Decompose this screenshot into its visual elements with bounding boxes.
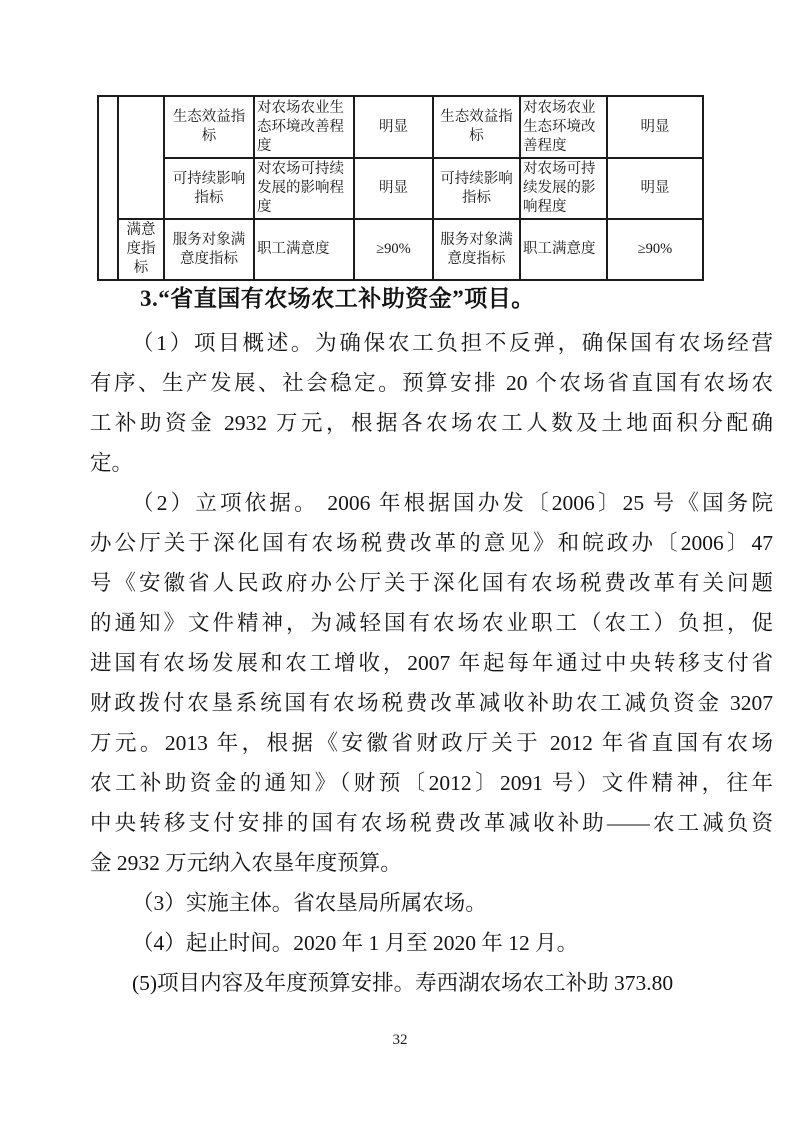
text-line: （1）项目概述。为确保农工负担不反弹，确保国有农场经营 (132, 331, 773, 355)
text-line: （2）立项依据。 2006 年根据国办发〔2006〕25 号《国务院 (132, 491, 773, 515)
text-line: 办公厅关于深化国有农场税费改革的意见》和皖政办〔2006〕47 (90, 531, 773, 555)
cell-indicator-left: 生态效益指标 (164, 96, 254, 158)
text-line: 财政拨付农垦系统国有农场税费改革减收补助农工减负资金 3207 (90, 691, 773, 715)
cell-indicator-right: 服务对象满意度指标 (433, 219, 520, 280)
text-line: 中央转移支付安排的国有农场税费改革减收补助——农工减负资 (90, 811, 773, 835)
cell-value-left: ≥90% (354, 219, 433, 280)
cell-value-left: 明显 (354, 96, 433, 158)
cell-indicator-left: 服务对象满意度指标 (164, 219, 254, 280)
text-line: （4）起止时间。2020 年 1 月至 2020 年 12 月。 (132, 931, 579, 955)
cell-category-merged (118, 96, 164, 219)
cell-value-right: 明显 (607, 96, 703, 158)
text-line: 金 2932 万元纳入农垦年度预算。 (90, 851, 402, 875)
cell-detail-left: 职工满意度 (254, 219, 354, 280)
text-line: (5)项目内容及年度预算安排。寿西湖农场农工补助 373.80 (132, 971, 674, 995)
cell-outer-category (98, 96, 118, 280)
cell-indicator-right: 可持续影响指标 (433, 158, 520, 219)
text-line: （3）实施主体。省农垦局所属农场。 (132, 891, 487, 915)
text-line: 号《安徽省人民政府办公厅关于深化国有农场税费改革有关问题 (90, 571, 773, 595)
text-line: 有序、生产发展、社会稳定。预算安排 20 个农场省直国有农场农 (90, 371, 773, 395)
cell-detail-right: 对农场可持续发展的影响程度 (520, 158, 607, 219)
cell-value-right: 明显 (607, 158, 703, 219)
text-line: 的通知》文件精神，为减轻国有农场农业职工（农工）负担，促 (90, 611, 773, 635)
cell-detail-left: 对农场农业生态环境改善程度 (254, 96, 354, 158)
performance-indicator-table (97, 95, 704, 281)
cell-value-right: ≥90% (607, 219, 703, 280)
cell-indicator-left: 可持续影响指标 (164, 158, 254, 219)
text-line: 万元。2013 年，根据《安徽省财政厅关于 2012 年省直国有农场 (90, 731, 773, 755)
page-number: 32 (392, 1032, 408, 1048)
cell-detail-right: 职工满意度 (520, 219, 607, 280)
text-line: 进国有农场发展和农工增收，2007 年起每年通过中央转移支付省 (90, 651, 773, 675)
cell-indicator-right: 生态效益指标 (433, 96, 520, 158)
section-heading: 3.“省直国有农场农工补助资金”项目。 (140, 286, 535, 311)
text-line: 工补助资金 2932 万元，根据各农场农工人数及土地面积分配确 (90, 411, 773, 435)
text-line: 农工补助资金的通知》（财预〔2012〕2091 号）文件精神，往年 (90, 771, 773, 795)
cell-category: 满意度指标 (118, 219, 164, 280)
body-text (90, 323, 773, 1003)
cell-value-left: 明显 (354, 158, 433, 219)
cell-detail-left: 对农场可持续发展的影响程度 (254, 158, 354, 219)
cell-detail-right: 对农场农业生态环境改善程度 (520, 96, 607, 158)
text-line: 定。 (90, 451, 134, 475)
